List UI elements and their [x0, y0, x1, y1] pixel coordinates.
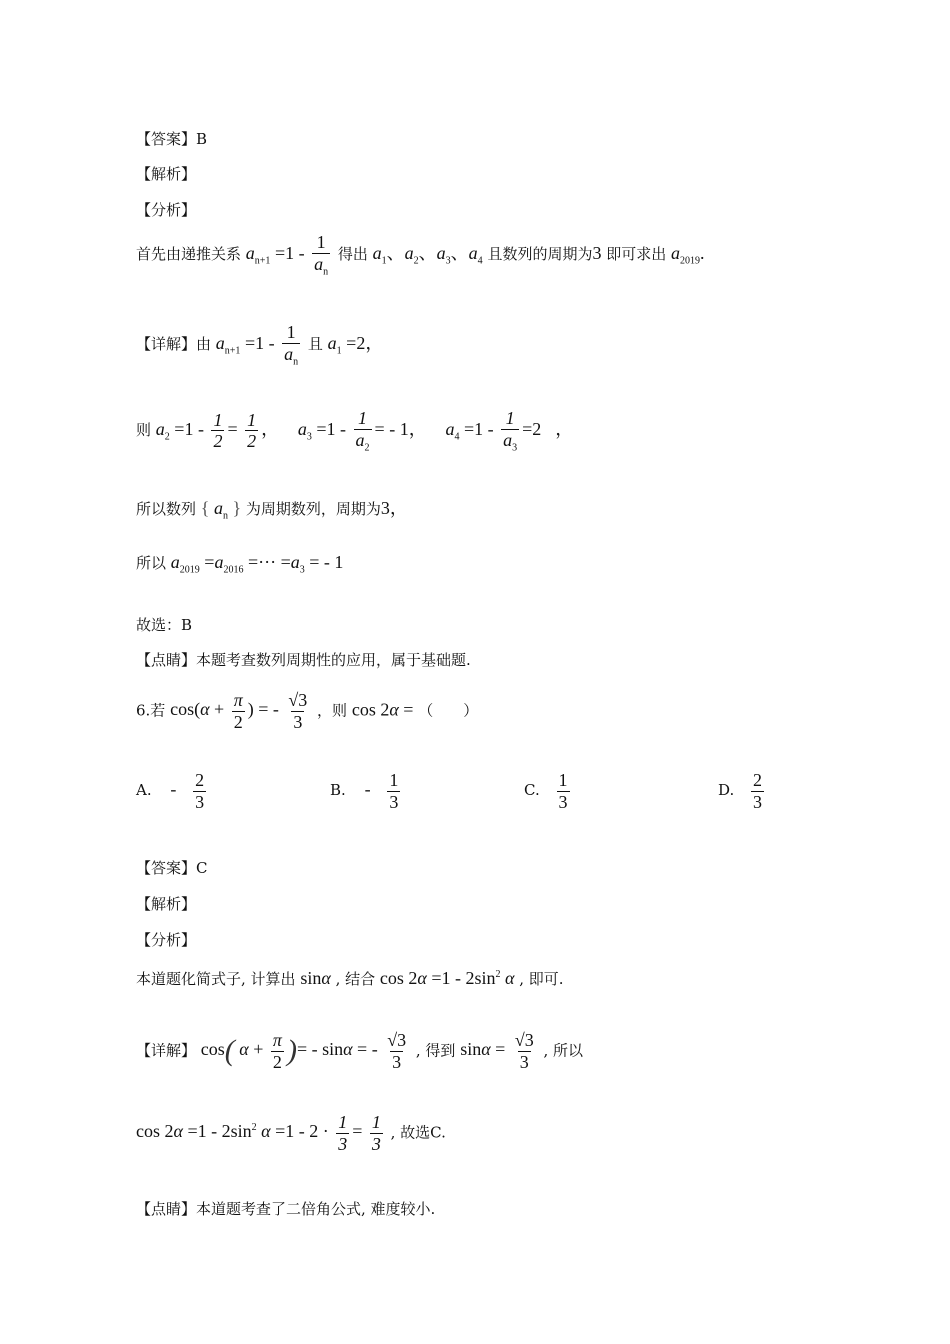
then-line: 则 $a_2 =1$ - $\frac{1}{2}$ = $\frac{1}{2}$ ， $a_3 =1$ - $\frac{1}{a_2}$ = - 1， $a_4 =1$ - $\frac{1}{a_3}$ =2 ， [136, 408, 574, 454]
q6-fenxi-text: 【分析】 [136, 931, 197, 949]
option-a-sign: - [170, 779, 177, 800]
detail-text: 【详解】由 [136, 335, 212, 354]
option-c-den: 3 [558, 791, 568, 812]
formula-a2: $a_2 =1$ - $\frac{1}{2}$ = $\frac{1}{2}$ ， [155, 409, 280, 452]
q6-final-choice-text: , 故选C. [390, 1123, 446, 1142]
q6-get-text: , 得到 [415, 1041, 456, 1060]
q6-analysis-text-c: , 即可. [519, 970, 564, 988]
formula-final: $\cos 2\alpha =1 - 2\sin^2$ α =1 - 2 · $\frac{1}{3}$ = $\frac{1}{3}$ [136, 1112, 381, 1154]
period-text: 为周期数列，周期为 [245, 500, 381, 518]
option-d[interactable] [718, 770, 767, 812]
jiexi-heading [136, 163, 196, 184]
option-a-den: 3 [195, 791, 205, 812]
q6-detail-text: 【详解】 [136, 1041, 197, 1060]
analysis-line: 首先由递推关系 $a_{n+1} =1$ - $\frac{1}{a_n}$ 得出 $a_1$、$a_2$、$a_3$、$a_4$ 且数列的周期为3 即可求出 $a_{2019}$. [136, 232, 705, 278]
analysis-text-b: 得出 [337, 245, 368, 264]
q6-analysis-line [136, 968, 564, 989]
detail-line [136, 322, 383, 368]
formula-sin: sinα [300, 968, 331, 988]
suoyi-text: 所以 [136, 554, 167, 572]
choice-line [136, 614, 192, 635]
fenxi-text: 【分析】 [136, 201, 197, 219]
q6-final-line [136, 1112, 446, 1154]
question-6 [136, 690, 478, 732]
option-d-num: 2 [753, 770, 763, 790]
q6-detail-line [136, 1030, 583, 1072]
suoyi-seq-text: 所以数列 [136, 500, 197, 518]
question-number: 6.若 [136, 701, 166, 720]
formula-3: 3， [380, 498, 408, 518]
q6-jiexi-heading [136, 893, 196, 914]
option-d-den: 3 [753, 791, 763, 812]
ze-text: ，则 [317, 701, 348, 720]
q6-analysis-text-b: , 结合 [335, 970, 376, 988]
q6-answer-line [136, 857, 207, 878]
option-a-num: 2 [195, 770, 205, 790]
fenxi-heading [136, 199, 196, 220]
q6-answer-text: 【答案】C [136, 859, 208, 877]
dianjing-line [136, 649, 471, 670]
formula-detail: cos( α + $\frac{\pi}{2}$ )= - sinα = - $\frac{√3}{3}$ [200, 1030, 407, 1072]
q6-dianjing-line [136, 1198, 435, 1219]
jiexi-text: 【解析】 [136, 165, 197, 183]
suoyi-line [136, 552, 343, 576]
option-b[interactable] [330, 770, 403, 812]
option-d-label: D. [718, 781, 735, 800]
formula-condition: cos(α + $\frac{\pi}{2}$ ) = - $\frac{√3}{3}$ [170, 690, 308, 732]
answer-line [136, 128, 207, 149]
formula-a2019: $a_{2019}$ [671, 243, 701, 267]
formula-chain: $a_{2019} =a_{2016}$ =··· $=a_3$ = - 1 [170, 552, 344, 576]
choice-text: 故选：B [136, 616, 193, 634]
option-b-sign: - [364, 779, 371, 800]
formula-a4: $a_4 =1$ - $\frac{1}{a_3}$ =2 [445, 408, 542, 454]
seq-period-line [136, 494, 408, 522]
formula-period: 3 [592, 243, 602, 264]
analysis-text-a: 首先由递推关系 [136, 245, 242, 264]
q6-jiexi-text: 【解析】 [136, 895, 197, 913]
q6-so-text: , 所以 [543, 1041, 584, 1060]
option-b-den: 3 [389, 791, 399, 812]
option-b-num: 1 [389, 770, 399, 790]
analysis-text-c: 且数列的周期为 [487, 245, 593, 264]
formula-double-angle: $\cos 2\alpha =1 - 2\sin^2$ α [379, 968, 515, 988]
formula-seq: { $a_n$ } [200, 498, 242, 522]
q6-analysis-text-a: 本道题化简式子, 计算出 [136, 970, 296, 988]
formula-target: cos 2α = [351, 699, 414, 720]
option-c-label: C. [524, 781, 540, 800]
option-a-label: A. [136, 781, 152, 800]
q6-fenxi-heading [136, 929, 196, 950]
formula-recurrence: $a_{n+1} =1$ - $\frac{1}{a_n}$ [245, 232, 329, 278]
option-c-num: 1 [558, 770, 568, 790]
formula-a3: $a_3 =1$ - $\frac{1}{a_2}$ = - 1 [297, 408, 409, 454]
answer-text: 【答案】B [136, 130, 208, 148]
formula-sin-value: sinα = $\frac{√3}{3}$ [460, 1030, 534, 1072]
option-c[interactable] [524, 770, 573, 812]
option-a[interactable] [136, 770, 209, 812]
detail-and-text: 且 [307, 335, 323, 354]
paren-text: （ ） [418, 701, 479, 720]
option-b-label: B. [330, 781, 346, 800]
analysis-text-d: 即可求出 [606, 245, 667, 264]
q6-dianjing-text: 【点睛】本道题考查了二倍角公式, 难度较小. [136, 1200, 436, 1218]
dianjing-text: 【点睛】本题考查数列周期性的应用，属于基础题. [136, 651, 471, 669]
formula-a1: $a_1 =2$， [327, 333, 384, 357]
formula-terms: $a_1$、$a_2$、$a_3$、$a_4$ [372, 243, 483, 267]
then-text: 则 [136, 421, 152, 440]
formula-recurrence-2: $a_{n+1} =1$ - $\frac{1}{a_n}$ [215, 322, 299, 368]
